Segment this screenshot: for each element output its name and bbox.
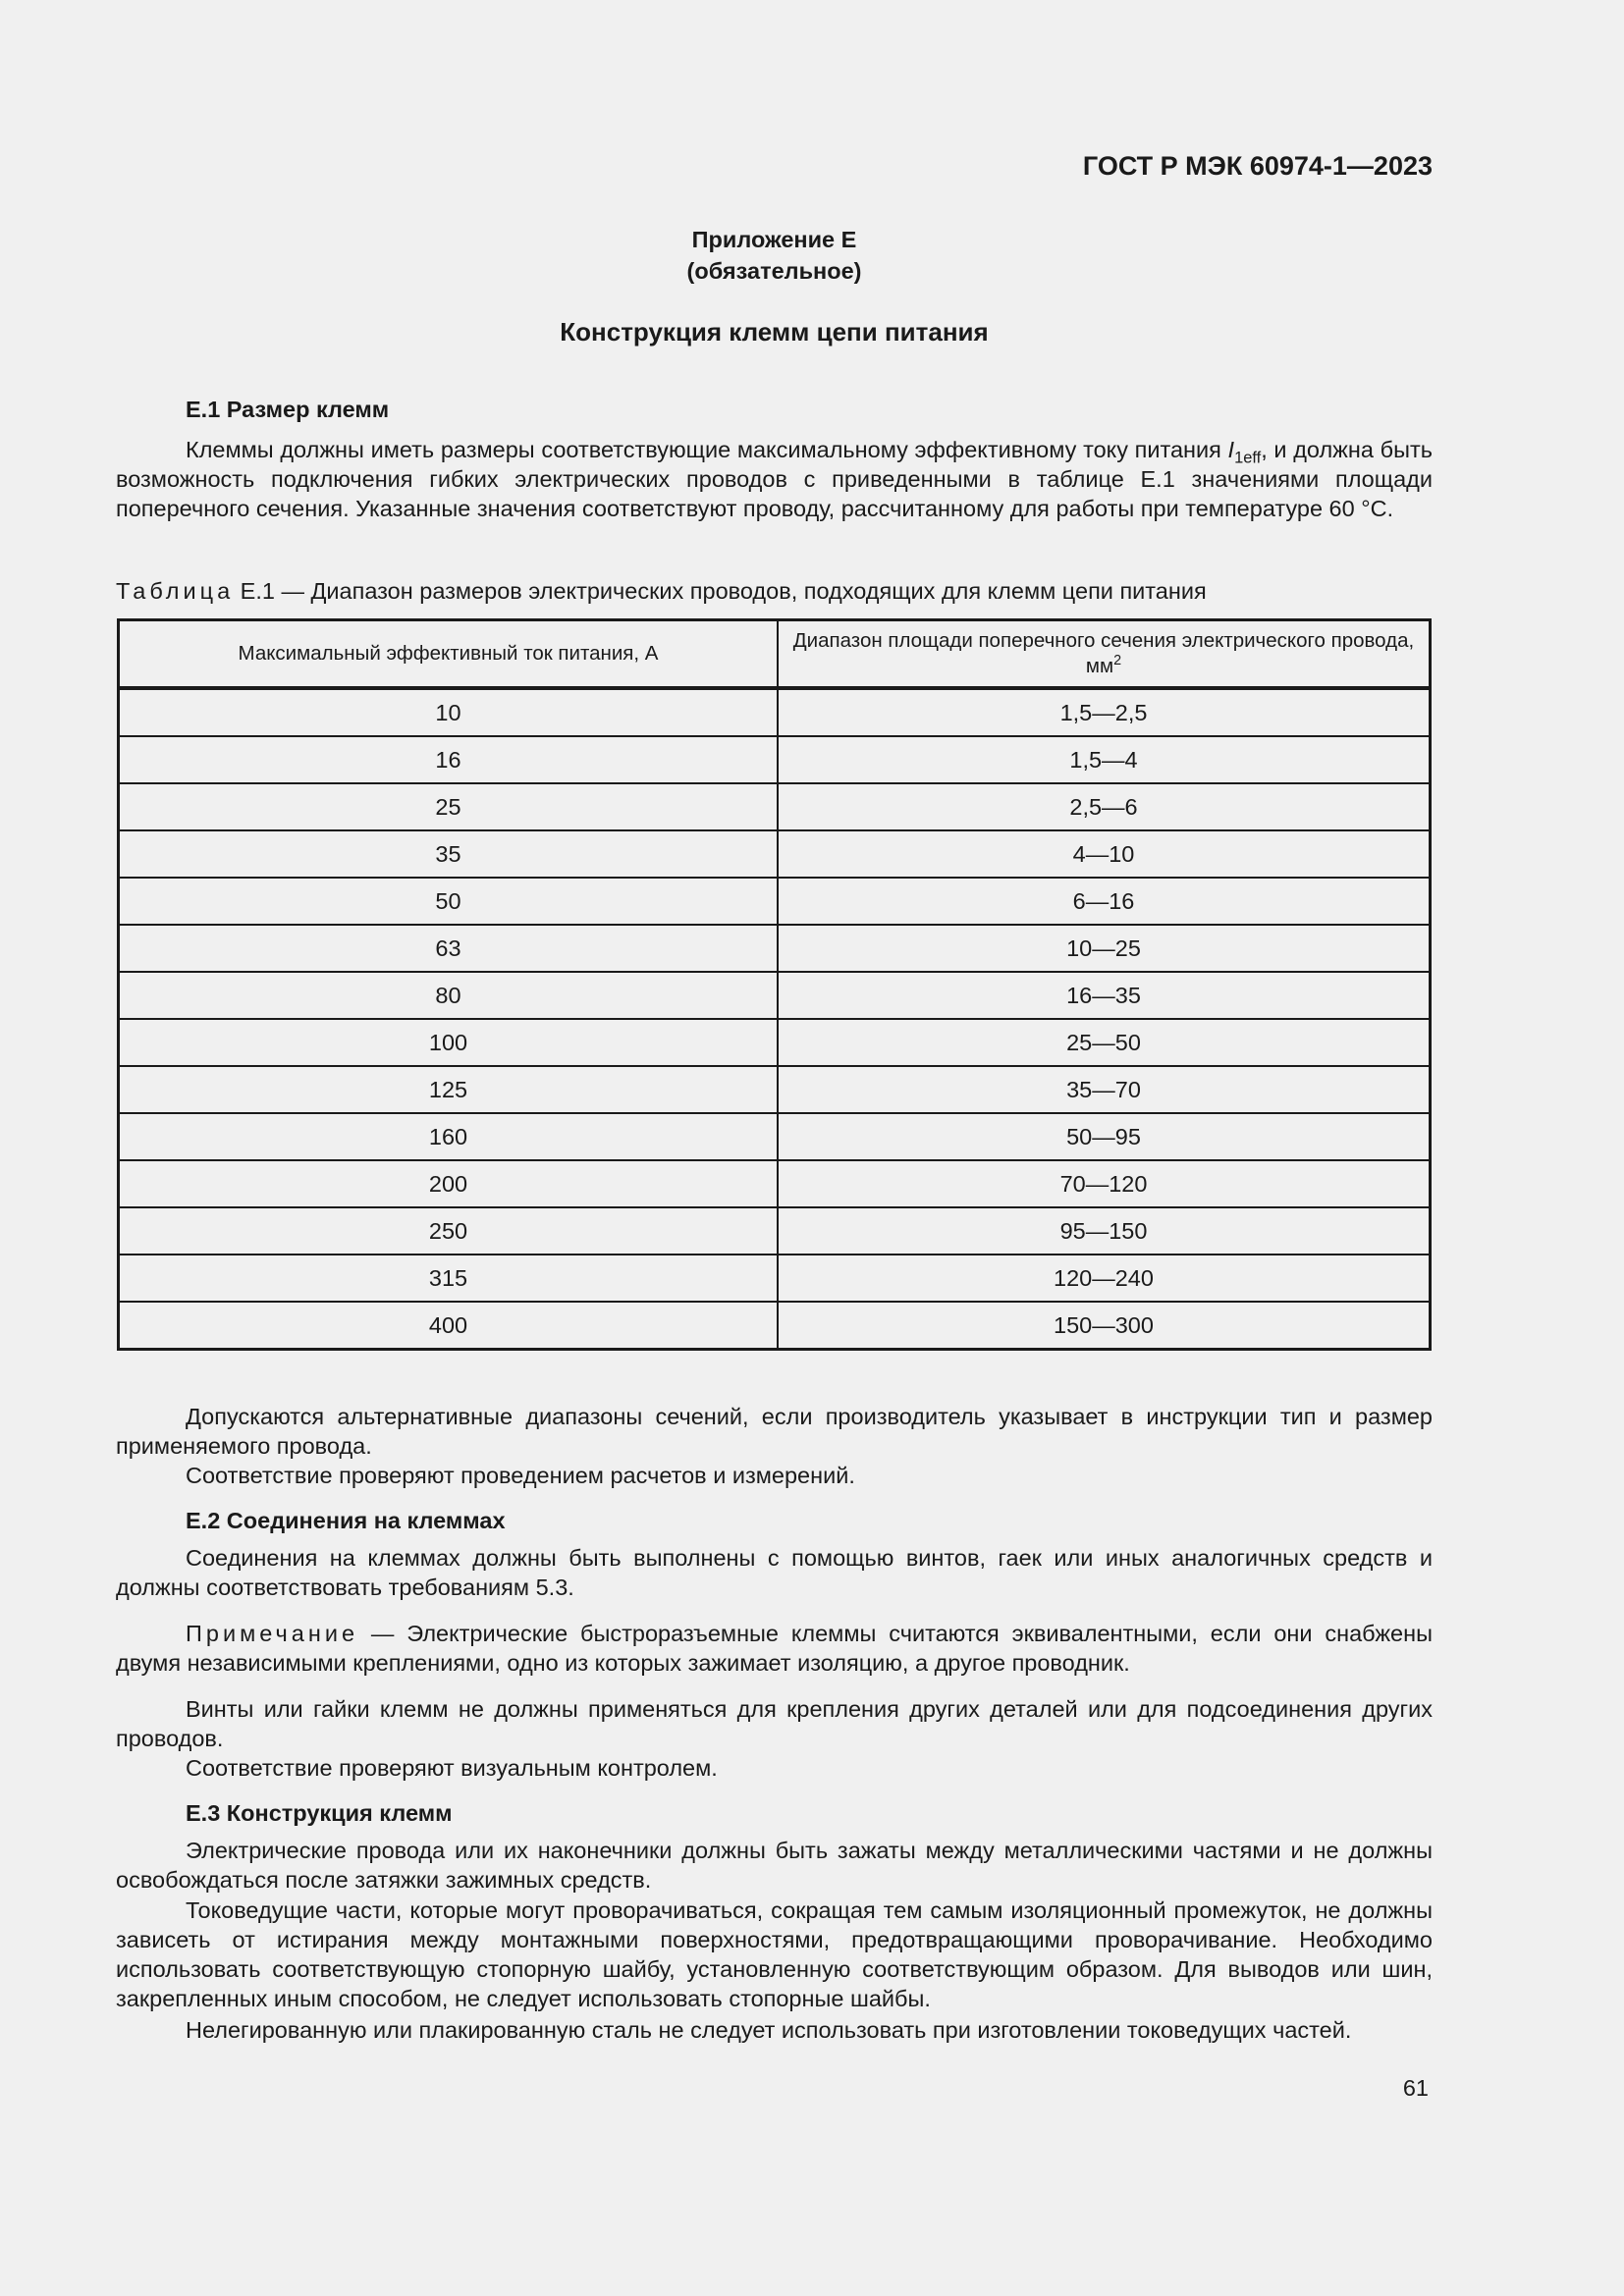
current-cell: 80 bbox=[119, 972, 779, 1019]
table-caption bbox=[116, 576, 1207, 606]
section-e3-heading: Е.3 Конструкция клемм bbox=[186, 1800, 453, 1826]
table-caption-text: Е.1 — Диапазон размеров электрических проводов, подходящих для клемм цепи питания bbox=[234, 578, 1207, 604]
table-row bbox=[119, 1113, 1431, 1160]
wire-size-table bbox=[117, 618, 1432, 1351]
table-row bbox=[119, 878, 1431, 925]
annex-heading bbox=[116, 224, 1433, 287]
col-section-header-sup: 2 bbox=[1113, 653, 1122, 669]
section-cell: 95—150 bbox=[778, 1207, 1431, 1255]
current-cell: 125 bbox=[119, 1066, 779, 1113]
section-cell: 25—50 bbox=[778, 1019, 1431, 1066]
section-e3-paragraph-1: Электрические провода или их наконечники должны быть зажаты между металлическими частями и не должны освобождаться после затяжки зажимных средств. bbox=[116, 1838, 1433, 1893]
section-cell: 50—95 bbox=[778, 1113, 1431, 1160]
table-row bbox=[119, 1255, 1431, 1302]
annex-status: (обязательное) bbox=[686, 258, 862, 284]
current-cell: 100 bbox=[119, 1019, 779, 1066]
e2-compliance-paragraph: Соответствие проверяют визуальным контролем. bbox=[186, 1755, 718, 1781]
current-cell: 200 bbox=[119, 1160, 779, 1207]
current-cell: 50 bbox=[119, 878, 779, 925]
section-e2-paragraph: Соединения на клеммах должны быть выполнены с помощью винтов, гаек или иных аналогичных средств и должны соответствовать требованиям 5.3. bbox=[116, 1545, 1433, 1600]
table-row bbox=[119, 972, 1431, 1019]
section-e1-heading: Е.1 Размер клемм bbox=[186, 397, 390, 422]
screws-paragraph: Винты или гайки клемм не должны применяться для крепления других деталей или для подсоединения других проводов. bbox=[116, 1696, 1433, 1751]
current-cell: 250 bbox=[119, 1207, 779, 1255]
table-row bbox=[119, 1302, 1431, 1350]
e1-text-end: , и должна быть возможность подключения гибких электрических проводов с приведенными в таблице Е.1 значениями площади поперечного сечения. Указанные значения соответствуют проводу, рассчитанному для работы при температуре 60 °С. bbox=[116, 437, 1433, 521]
section-cell: 16—35 bbox=[778, 972, 1431, 1019]
table-row bbox=[119, 688, 1431, 736]
section-cell: 2,5—6 bbox=[778, 783, 1431, 830]
note-label: Примечание bbox=[186, 1621, 359, 1646]
table-row bbox=[119, 925, 1431, 972]
table-row bbox=[119, 830, 1431, 878]
section-cell: 4—10 bbox=[778, 830, 1431, 878]
alt-ranges-paragraph: Допускаются альтернативные диапазоны сечений, если производитель указывает в инструкции тип и размер применяемого провода. bbox=[116, 1404, 1433, 1459]
table-row bbox=[119, 1207, 1431, 1255]
section-cell: 1,5—2,5 bbox=[778, 688, 1431, 736]
col-section-header bbox=[778, 620, 1431, 689]
section-cell: 150—300 bbox=[778, 1302, 1431, 1350]
table-row bbox=[119, 1160, 1431, 1207]
current-cell: 25 bbox=[119, 783, 779, 830]
section-e2-heading: Е.2 Соединения на клеммах bbox=[186, 1508, 506, 1533]
current-cell: 10 bbox=[119, 688, 779, 736]
page-number: 61 bbox=[1402, 2075, 1429, 2101]
section-cell: 120—240 bbox=[778, 1255, 1431, 1302]
current-cell: 315 bbox=[119, 1255, 779, 1302]
section-e1-paragraph bbox=[116, 435, 1433, 523]
annex-title: Конструкция клемм цепи питания bbox=[560, 317, 989, 347]
document-code: ГОСТ Р МЭК 60974-1—2023 bbox=[1082, 151, 1433, 181]
current-cell: 400 bbox=[119, 1302, 779, 1350]
current-symbol: I bbox=[1227, 437, 1235, 462]
current-cell: 160 bbox=[119, 1113, 779, 1160]
e1-compliance-paragraph: Соответствие проверяют проведением расчетов и измерений. bbox=[186, 1463, 855, 1488]
section-cell: 1,5—4 bbox=[778, 736, 1431, 783]
annex-label: Приложение Е bbox=[691, 227, 857, 252]
table-header-row bbox=[119, 620, 1431, 689]
current-cell: 63 bbox=[119, 925, 779, 972]
current-subscript: 1eff bbox=[1234, 449, 1262, 467]
current-cell: 35 bbox=[119, 830, 779, 878]
col-current-header: Максимальный эффективный ток питания, А bbox=[119, 620, 779, 689]
table-row bbox=[119, 1066, 1431, 1113]
note-paragraph bbox=[116, 1619, 1433, 1678]
table-row bbox=[119, 1019, 1431, 1066]
section-e3-paragraph-2: Токоведущие части, которые могут проворачиваться, сокращая тем самым изоляционный промежуток, не должны зависеть от истирания между монтажными поверхностями, предотвращающими проворачивание. Необходимо использовать соответствующую стопорную шайбу, установленную соответствующим образом. Для выводов или шин, закрепленных иным способом, не следует использовать стопорные шайбы. bbox=[116, 1897, 1433, 2011]
current-cell: 16 bbox=[119, 736, 779, 783]
table-caption-label: Таблица bbox=[116, 578, 235, 604]
section-cell: 70—120 bbox=[778, 1160, 1431, 1207]
section-e3-paragraph-3: Нелегированную или плакированную сталь не следует использовать при изготовлении токоведущих частей. bbox=[186, 2017, 1352, 2043]
table-row bbox=[119, 783, 1431, 830]
e1-text-start: Клеммы должны иметь размеры соответствующие максимальному эффективному току питания bbox=[186, 437, 1228, 462]
note-text: — Электрические быстроразъемные клеммы считаются эквивалентными, если они снабжены двумя независимыми креплениями, одно из которых зажимает изоляцию, а другое проводник. bbox=[116, 1621, 1433, 1676]
section-cell: 10—25 bbox=[778, 925, 1431, 972]
section-cell: 6—16 bbox=[778, 878, 1431, 925]
section-cell: 35—70 bbox=[778, 1066, 1431, 1113]
col-section-header-text: Диапазон площади поперечного сечения электрического провода, мм bbox=[792, 629, 1415, 677]
table-row bbox=[119, 736, 1431, 783]
